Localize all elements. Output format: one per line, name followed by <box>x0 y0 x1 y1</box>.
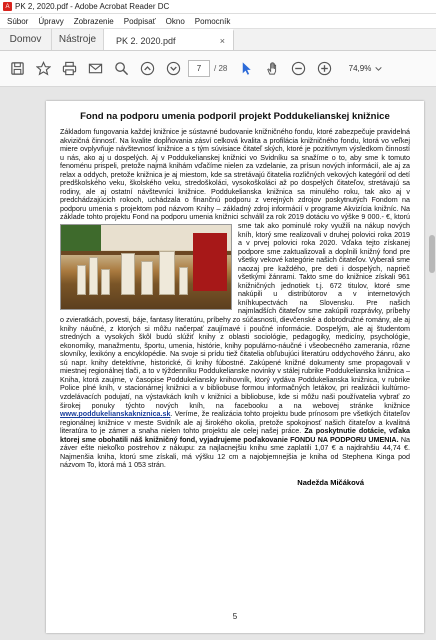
photo-red-shelf <box>193 233 227 291</box>
photo-book <box>89 257 98 295</box>
email-icon[interactable] <box>82 56 108 82</box>
acknowledgement-text: Za poskytnutie dotácie, vďaka ktorej sme obohatili náš knižničný fond, vyjadrujeme poďakovanie FONDU NA PODPORU UMENIA. <box>60 427 411 444</box>
acrobat-icon: A <box>3 2 12 11</box>
tab-tools[interactable]: Nástroje <box>52 29 104 50</box>
photo-book <box>141 261 153 295</box>
menu-sign[interactable]: Podpisať <box>123 16 156 26</box>
save-icon[interactable] <box>4 56 30 82</box>
window-title: PK 2, 2020.pdf - Adobe Acrobat Reader DC <box>15 2 170 11</box>
select-cursor-icon[interactable] <box>233 56 259 82</box>
paragraph-3: . Veríme, že realizácia tohto projektu bude prínosom pre všetkých čitateľov regionálnej knižnice v meste Svidník ale aj širokého okolia, pretože spokojnosť našich čitateľov a kvalitná literatúra to je zámer a snaha nielen tohto projektu ale celej našej práce. <box>60 410 410 436</box>
menu-view[interactable]: Zobrazenie <box>73 16 114 26</box>
page-total: / 28 <box>214 64 228 73</box>
library-website-link[interactable]: www.poddukelianskakniznica.sk <box>60 410 171 419</box>
menu-help[interactable]: Pomocník <box>194 16 231 26</box>
article-title: Fond na podporu umenia podporil projekt Poddukelianskej knižnice <box>80 111 390 122</box>
photo-book <box>77 265 86 295</box>
hand-tool-icon[interactable] <box>259 56 285 82</box>
zoom-out-icon[interactable] <box>285 56 311 82</box>
zoom-dropdown-chevron-icon[interactable] <box>371 56 385 82</box>
document-tab-label: PK 2. 2020.pdf <box>116 35 176 46</box>
paragraph-1: Základom fungovania každej knižnice je sústavné budovanie knižničného fondu, ktoré zabezpečuje pravidelná akvizičná činnosť. Na kvalite dopĺňovania zásví celková kvalita a profilácia knižničného fondu, ktorá vo veľkej miere ovplyvňuje návštevnosť knižnice a s tým súvisiace čitateľ ských, ktoré je pozitívnym výsledkom činností u nás, ako aj u dospelých. Aj v Poddukelianskej knižnici vo Svidníku sa snažíme o to, aby sme k tomuto fenoménu prispeli, pretože najmä knihám vďačíme nielen za vzdelanie, za prísun nových informácií, ale aj za relax a oddych, pretože knižnica je aj miestom, kde sa stretávajú čitatelia rozličných vekových kategórií od detí predškolského veku, školského veku, stredoškoláci, vysokoškoláci až po dospelých čitateľov, stretávajú sa rodiny, ale aj ostatní návštevníci knižnice. Poddukelianska knižnica sa minulého roku, tak ako aj v predchádzajúcich rokoch, uchádzala o finančnú podporu z verejných zdrojov poskytnutých Fondom na podporu umenia s projektom pod názvom Knihy – základný zdroj informácií v programe Akvizícia knižníc. Na základe tohto projektu Fond na podporu umenia knižnici schválil za rok 2019 <box>60 128 410 222</box>
search-icon[interactable] <box>108 56 134 82</box>
bookmark-star-icon[interactable] <box>30 56 56 82</box>
tab-document[interactable] <box>104 29 234 50</box>
photo-background <box>61 225 101 251</box>
menu-edit[interactable]: Úpravy <box>38 16 64 26</box>
menu-bar <box>0 14 436 29</box>
menu-file[interactable]: Súbor <box>7 16 29 26</box>
page-number-input[interactable]: 7 <box>188 60 210 77</box>
previous-page-icon[interactable] <box>134 56 160 82</box>
toolbar <box>0 51 436 87</box>
zoom-level[interactable]: 74,9% <box>348 64 372 73</box>
paragraph-4: Na záver ešte niekoľko postrehov z nákupu: za najlacnejšiu knihu sme zaplatili 1,07 € a najdrahšiu 44,74 €. Najmenšia kniha, ktorú sme získali, má výšku 12 cm a najobjemnejšia je kniha od Stephena Kinga pod názvom To, ktorá má 1 053 strán. <box>60 435 410 470</box>
paragraph-2: dotáciu vo výške 9 000.- €, ktorú sme tak ako pominulé roky využili na nákup nových kníh, ktorý sme realizovali v druhej polovici roka 2019 a v prvej polovici roka 2020. Vďaka tejto získanej podpore sme zaktualizovali a doplnili knižný fond pre všetky vekové kategórie našich čitateľov. Vyberali sme naozaj pre každého, pre deti i dospelých, naprieč všetkými žánrami. Takto sme do knižnice získali 961 knižničných jednotiek t.j. 672 titulov, ktoré sme nakúpili u distribútorov a v internetových kníhkupectvách na Slovensku. Pre našich najmladších čitateľov sme zakúpili rozprávky, príbehy o zvieratkách, povesti, báje, fantasy literatúru, príbehy zo súčasnosti, dievčenské a dobrodružné romány, ale aj knihy náučné, z ktorých si môžu načerpať zaujímavé i poučné informácie. Dospelým, ale aj študentom stredných a vysokých škôl budú slúžiť knihy z oblasti sociológie, pedagogiky, medicíny, psychológie, ekonomiky, manažmentu, športu, umenia, histórie, knihy populárno-náučné i všeobecného zamerania, rôzne slovníky, lexikóny a encyklopédie. Na svoje si prídu tiež čitatelia obľubujúci literatúru oddychového žánru, ako sú napr. knihy detektívne, historické, či knihy fúbostné. Zakúpené knižné dokumenty sme propagovali v miestnej regionálnej tlači, a to v týždenníku Poddukelianske novinky v stálej rubrike Poddukelianska knižnica – Kniha, ktorá zaujme, v časopise Poddukeliansky knihovník, ktorý vydáva Poddukelianska knižnica, v rubrike Police plné kníh, v stacionárnej knižnici a v bibliobuse formou informačných letákov, pri realizácii kultúrno-vzdelávacích podujatí, na výstavkách kníh v knižnici a bibliobuse, kde si môžu naši používatelia vybrať zo širokej ponuky týchto nových kníh, na facebooku a na webovej stránke knižnice <box>60 213 410 410</box>
pdf-page <box>46 101 424 633</box>
zoom-in-icon[interactable] <box>311 56 337 82</box>
photo-book <box>101 269 110 295</box>
menu-window[interactable]: Okno <box>165 16 185 26</box>
next-page-icon[interactable] <box>160 56 186 82</box>
photo-book <box>179 267 188 295</box>
print-icon[interactable] <box>56 56 82 82</box>
photo-book <box>159 251 175 295</box>
photo-book <box>121 253 135 295</box>
tab-home[interactable]: Domov <box>0 29 52 50</box>
title-bar <box>0 0 436 14</box>
tab-bar <box>0 29 436 51</box>
article-body <box>60 128 410 470</box>
vertical-scrollbar[interactable] <box>428 87 436 640</box>
scrollbar-thumb[interactable] <box>429 235 435 273</box>
library-books-photo <box>60 224 232 310</box>
document-viewport[interactable] <box>0 87 436 640</box>
close-icon[interactable]: × <box>219 35 225 46</box>
page-number: 5 <box>232 612 238 621</box>
author-signature: Nadežda Mičáková <box>297 477 364 487</box>
